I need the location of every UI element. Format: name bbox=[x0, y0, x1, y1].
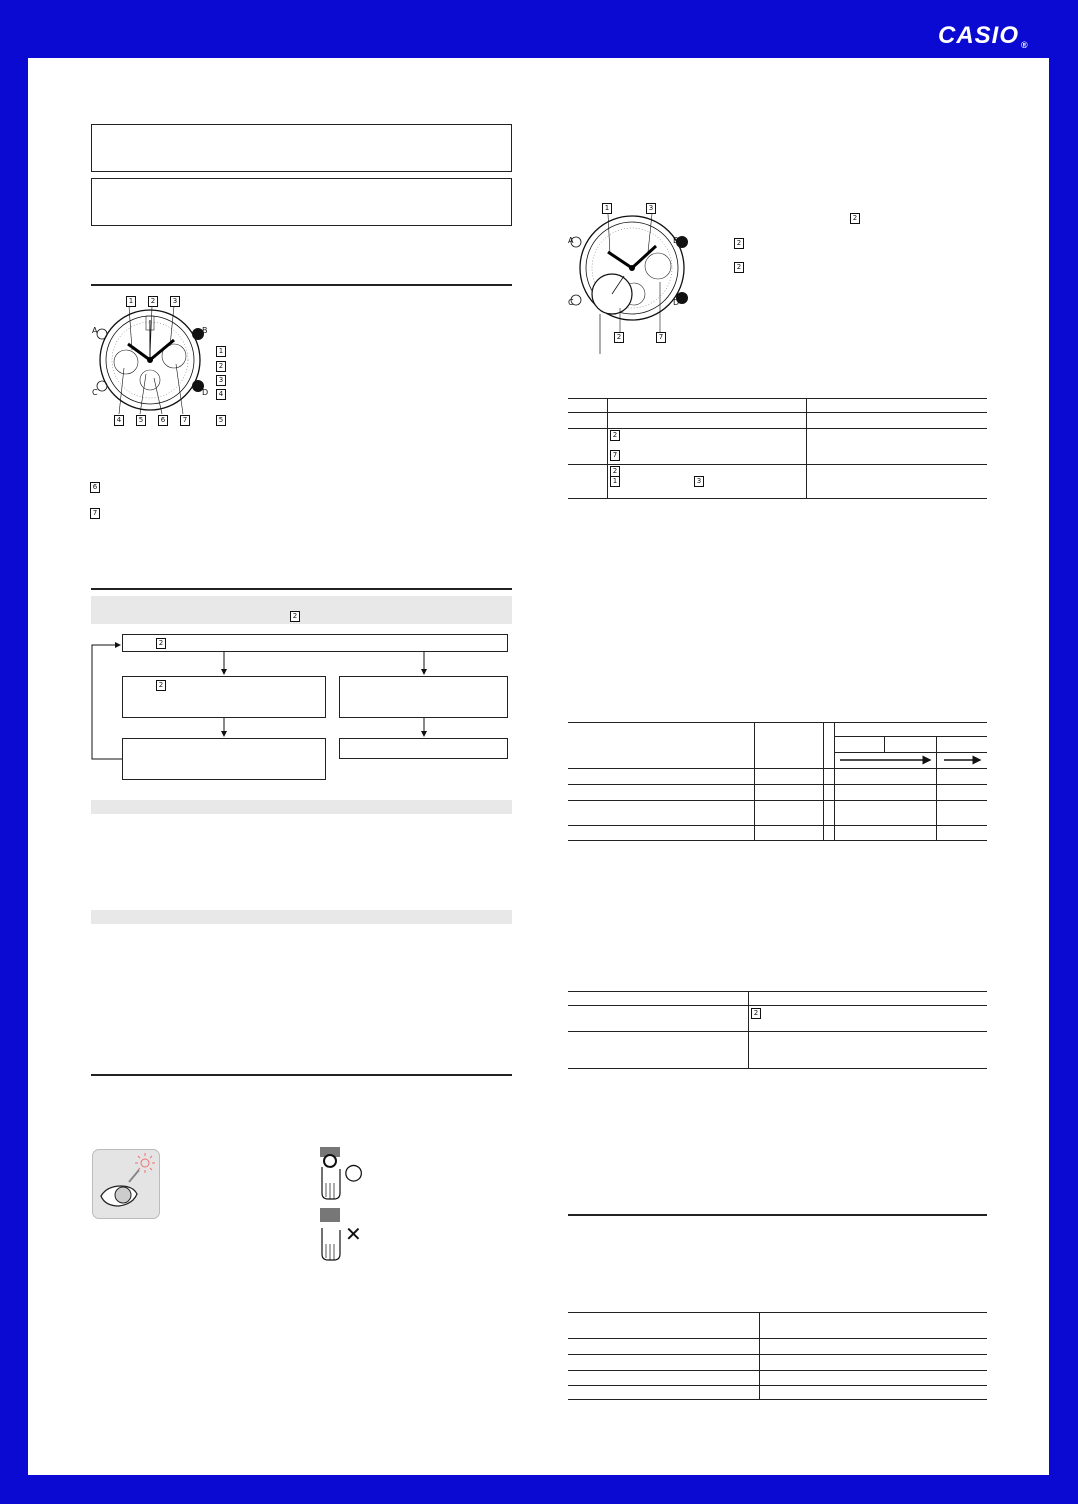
table1-marker-2a: 2 bbox=[610, 430, 620, 441]
casio-logo: CASIO ® bbox=[938, 22, 1029, 50]
button-d-label: D bbox=[202, 388, 209, 397]
wrist-incorrect-icon bbox=[316, 1208, 346, 1264]
callout-1: 1 bbox=[126, 296, 136, 307]
right-callout-7: 7 bbox=[656, 332, 666, 343]
callout-2: 2 bbox=[148, 296, 158, 307]
legend-marker-5: 5 bbox=[216, 415, 226, 426]
section-rule-right bbox=[568, 1214, 987, 1216]
callout-5: 5 bbox=[136, 415, 146, 426]
table1-marker-1: 1 bbox=[610, 476, 620, 487]
legend-marker-6: 6 bbox=[90, 482, 100, 493]
legend-marker-2: 2 bbox=[216, 361, 226, 372]
manual-page bbox=[28, 58, 1049, 1475]
section-rule-light bbox=[91, 1074, 512, 1076]
legend-marker-1: 1 bbox=[216, 346, 226, 357]
flow-left-marker: 2 bbox=[156, 680, 166, 691]
right-text-marker-3: 2 bbox=[734, 262, 744, 273]
flow-header-band bbox=[91, 596, 512, 624]
callout-3: 3 bbox=[170, 296, 180, 307]
button-c-label: C bbox=[92, 388, 98, 397]
section-rule-flow bbox=[91, 588, 512, 590]
right-text-marker-2: 2 bbox=[734, 238, 744, 249]
watch-diagram-left bbox=[86, 294, 286, 434]
callout-4: 4 bbox=[114, 415, 124, 426]
right-button-a: A bbox=[568, 236, 574, 245]
legend-marker-4: 4 bbox=[216, 389, 226, 400]
subheading-band-1 bbox=[91, 800, 512, 814]
callout-7: 7 bbox=[180, 415, 190, 426]
right-callout-1: 1 bbox=[602, 203, 612, 214]
legend-marker-7: 7 bbox=[90, 508, 100, 519]
subheading-band-2 bbox=[91, 910, 512, 924]
notice-box-1 bbox=[91, 124, 512, 172]
section-rule-guide bbox=[91, 284, 512, 286]
button-b-label: B bbox=[202, 326, 208, 335]
right-button-c: C bbox=[568, 298, 574, 307]
flow-arrows bbox=[86, 648, 516, 788]
watch-diagram-right bbox=[562, 202, 712, 372]
correct-mark-icon: ○ bbox=[344, 1160, 364, 1185]
flow-top-marker: 2 bbox=[156, 638, 166, 649]
table2-arrows bbox=[834, 752, 994, 768]
table3-marker-2: 2 bbox=[751, 1008, 761, 1019]
button-a-label: A bbox=[92, 326, 98, 335]
right-callout-2: 2 bbox=[614, 332, 624, 343]
right-callout-3: 3 bbox=[646, 203, 656, 214]
wrist-correct-icon bbox=[316, 1147, 346, 1203]
flow-header-marker: 2 bbox=[290, 611, 300, 622]
right-button-d: D bbox=[673, 298, 680, 307]
solar-charging-icon bbox=[92, 1149, 160, 1219]
table1-marker-2b: 2 bbox=[610, 466, 620, 477]
callout-6: 6 bbox=[158, 415, 168, 426]
notice-box-2 bbox=[91, 178, 512, 226]
table1-marker-3: 3 bbox=[694, 476, 704, 487]
legend-marker-3: 3 bbox=[216, 375, 226, 386]
table1-marker-7: 7 bbox=[610, 450, 620, 461]
incorrect-mark-icon: ✕ bbox=[345, 1222, 362, 1246]
right-button-b: B bbox=[673, 236, 679, 245]
right-text-marker-1: 2 bbox=[850, 213, 860, 224]
